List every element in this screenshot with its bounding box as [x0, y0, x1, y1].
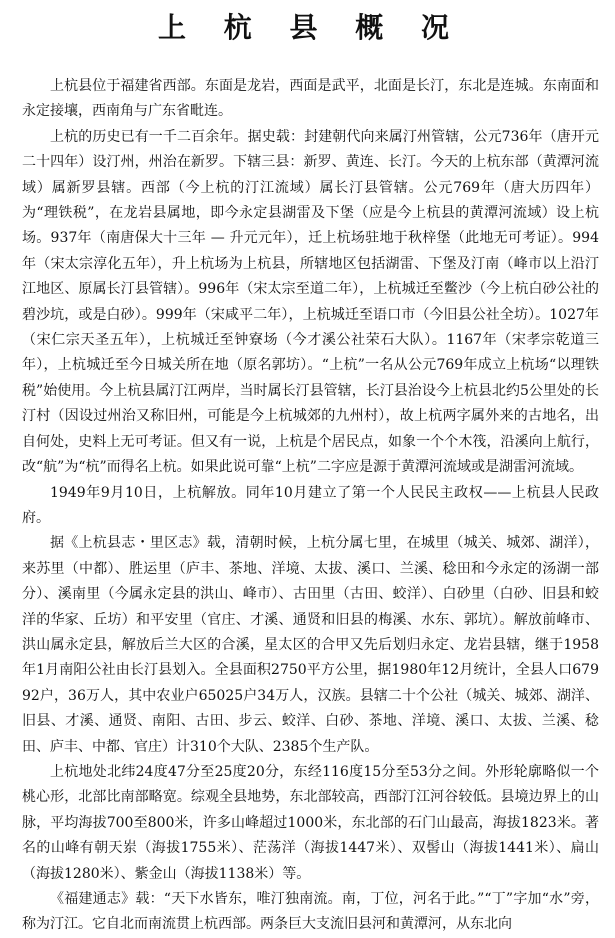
- paragraph-history: 上杭的历史已有一千二百余年。据史载：封建朝代向来属汀州管辖，公元736年（唐开元二十四年）设汀州，州治在新罗。下辖三县：新罗、黄连、长汀。今天的上杭东部（黄潭河流域）属新罗县辖。西部（今上杭的汀江流域）属长汀县管辖。公元769年（唐大历四年）为“理铁税”，在龙岩县属地，即今永定县湖雷及下堡（应是今上杭县的黄潭河流域）设上杭场。937年（南唐保大十三年 — 升元元年），迁上杭场驻地于秋梓堡（此地无可考证）。994年（宋太宗淳化五年），升上杭场为上杭县，所辖地区包括湖雷、下堡及汀南（峰市以上沿汀江地区、原属长汀县管辖）。996年（宋太宗至道二年），上杭城迁至鳖沙（今上杭白砂公社的碧沙坑，或是白砂）。999年（宋咸平二年），上杭城迁至语口市（今旧县公社全坊）。1027年（宋仁宗天圣五年），上杭城迁至钟寮场（今才溪公社荣石大队）。1167年（宋孝宗乾道三年），上杭城迁至今日城关所在地（原名郭坊）。“上杭”一名从公元769年成立上杭场“以理铁税”始使用。今上杭县属汀江两岸，当时属长汀县管辖，长汀县治设今上杭县北约5公里处的长汀村（因设过州治又称旧州，可能是今上杭城郊的九州村），故上杭两字属外来的古地名，出自何处，史料上无可考证。但又有一说，上杭是个居民点，如象一个个木筏，沿溪向上航行，改“航”为“杭”而得名上杭。如果此说可靠“上杭”二字应是源于黄潭河流域或是湖雷河流域。: [22, 128, 599, 476]
- page-title: 上 杭 县 概 况: [158, 11, 463, 44]
- paragraph-location: 上杭县位于福建省西部。东面是龙岩，西面是武平，北面是长汀，东北是连城。东南面和永定接壤，西南角与广东省毗连。: [22, 78, 599, 120]
- paragraph-administrative-divisions: 据《上杭县志・里区志》载，清朝时候，上杭分属七里，在城里（城关、城郊、湖洋），来苏里（中都）、胜运里（庐丰、茶地、洋境、太拔、溪口、兰溪、稔田和今永定的汤湖一部分）、溪南里（今属永定县的洪山、峰市）、古田里（古田、蛟洋）、白砂里（白砂、旧县和蛟洋的华家、丘坊）和平安里（官庄、才溪、通贤和旧县的梅溪、水东、郭坑）。解放前峰市、洪山属永定县，解放后兰大区的合溪，星太区的合甲又先后划归永定、龙岩县辖，继于1958年1月南阳公社由长汀县划入。全县面积2750平方公里，据1980年12月统计，全县人口67992户，36万人，其中农业户65025户34万人，汉族。县辖二十个公社（城关、城郊、湖洋、旧县、才溪、通贤、南阳、古田、步云、蛟洋、白砂、茶地、洋境、溪口、太拔、兰溪、稔田、庐丰、中都、官庄）计310个大队、2385个生产队。: [22, 535, 599, 755]
- paragraph-geography: 上杭地处北纬24度47分至25度20分，东经116度15分至53分之间。外形轮廓略似一个桃心形，北部比南部略宽。综观全县地势，东北部较高，西部汀江河谷较低。县境边界上的山脉，平均海拔700至800米，许多山峰超过1000米，东北部的石门山最高，海拔1823米。著名的山峰有朝天岽（海拔1755米）、茫荡洋（海拔1447米）、双髻山（海拔1441米）、扁山（海拔1280米）、紫金山（海拔1138米）等。: [22, 763, 599, 882]
- paragraph-liberation: 1949年9月10日，上杭解放。同年10月建立了第一个人民民主政权——上杭县人民政府。: [22, 484, 599, 526]
- paragraph-rivers: 《福建通志》载：“天下水皆东，唯汀独南流。南，丁位，河名于此。”“丁”字加“水”旁，称为汀江。它自北而南流贯上杭西部。两条巨大支流旧县河和黄潭河，从东北向: [22, 891, 599, 933]
